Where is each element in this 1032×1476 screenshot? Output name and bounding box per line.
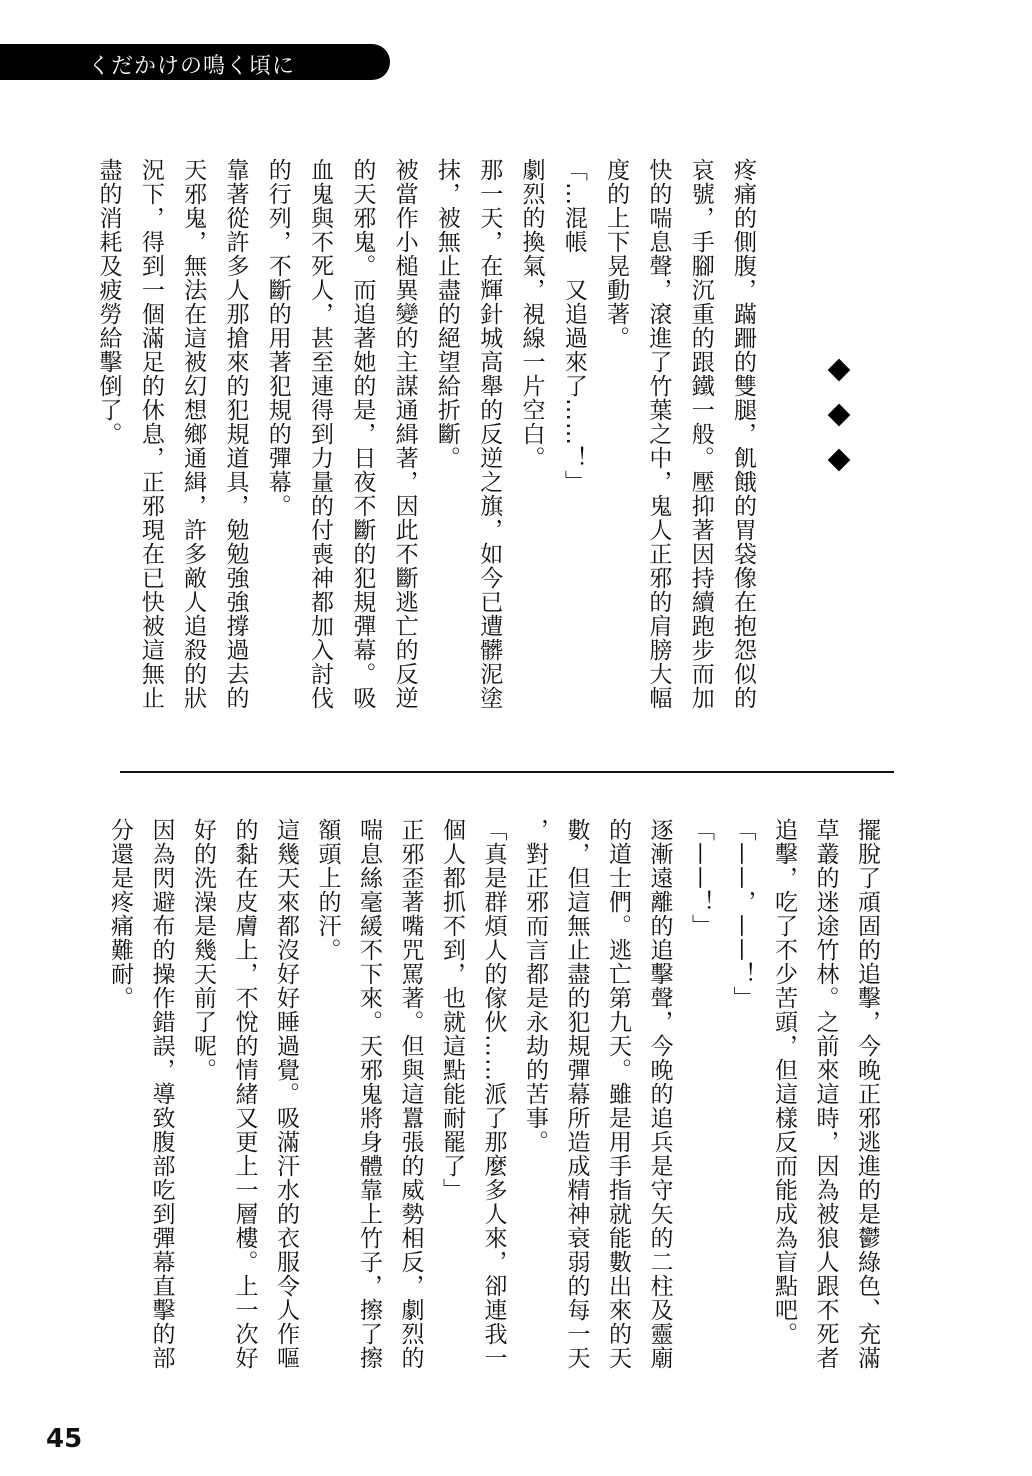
text-column: 分還是疼痛難耐。 — [107, 818, 133, 1010]
text-column: 「真是群煩人的傢伙……派了那麼多人來，卻連我一 — [480, 818, 507, 1370]
text-column: 抹，被無止盡的絕望給折斷。 — [433, 158, 460, 470]
text-column: 快的喘息聲，滾進了竹葉之中，鬼人正邪的肩膀大幅 — [645, 158, 672, 710]
section-break-diamonds — [831, 362, 847, 497]
running-header — [0, 44, 390, 80]
text-column: 喘息絲毫緩不下來。天邪鬼將身體靠上竹子，擦了擦 — [356, 818, 382, 1370]
bottom-text-block — [99, 818, 888, 1408]
text-column: 度的上下晃動著。 — [603, 158, 630, 350]
text-column: 被當作小槌異變的主謀通緝著，因此不斷逃亡的反逆 — [391, 158, 418, 710]
text-column: 疼痛的側腹，蹣跚的雙腿，飢餓的胃袋像在抱怨似的 — [730, 158, 756, 710]
text-column: 正邪歪著嘴咒罵著。但與這囂張的威勢相反，劇烈的 — [397, 818, 424, 1370]
text-column: 劇烈的換氣，視線一片空白。 — [518, 158, 545, 470]
text-column: 因為閃避布的操作錯誤，導致腹部吃到彈幕直擊的部 — [148, 818, 175, 1370]
text-column: 靠著從許多人那搶來的犯規道具，勉勉強強撐過去的 — [222, 158, 249, 710]
text-column: 血鬼與不死人，甚至連得到力量的付喪神都加入討伐 — [307, 158, 334, 710]
text-column: 天邪鬼，無法在這被幻想鄉通緝，許多敵人追殺的狀 — [180, 158, 207, 710]
top-text-block — [87, 158, 764, 748]
text-column: 的天邪鬼。而追著她的是，日夜不斷的犯規彈幕。吸 — [349, 158, 376, 710]
book-title: くだかけの鳴く頃に — [88, 54, 296, 79]
text-column: 追擊，吃了不少苦頭，但這樣反而能成為盲點吧。 — [771, 818, 797, 1346]
diamond-icon — [828, 359, 851, 382]
text-column: 況下，得到一個滿足的休息，正邪現在已快被這無止 — [137, 158, 164, 710]
diamond-icon — [828, 449, 851, 472]
text-column: 「——，——！」 — [729, 818, 756, 1010]
text-column: ，對正邪而言都是永劫的苦事。 — [522, 818, 548, 1154]
text-column: 盡的消耗及疲勞給擊倒了。 — [95, 158, 122, 446]
text-column: 那一天，在輝針城高舉的反逆之旗，如今已遭髒泥塗 — [476, 158, 503, 710]
page-number: 45 — [46, 1424, 83, 1454]
text-column: 哀號，手腳沉重的跟鐵一般。壓抑著因持續跑步而加 — [687, 158, 714, 710]
text-column: 好的洗澡是幾天前了呢。 — [190, 818, 216, 1082]
text-column: 的行列，不斷的用著犯規的彈幕。 — [264, 158, 291, 518]
text-column: 草叢的迷途竹林。之前來這時，因為被狼人跟不死者 — [812, 818, 839, 1370]
text-column: 額頭上的汗。 — [314, 818, 341, 962]
text-column: 的道士們。逃亡第九天。雖是用手指就能數出來的天 — [605, 818, 631, 1370]
text-column: 個人都抓不到，也就這點能耐罷了」 — [439, 818, 465, 1202]
text-column: 擺脫了頑固的追擊，今晚正邪逃進的是鬱綠色、充滿 — [854, 818, 880, 1370]
text-column: 「——！」 — [688, 818, 714, 938]
section-divider — [120, 771, 894, 773]
text-column: 逐漸遠離的追擊聲，今晚的追兵是守矢的二柱及靈廟 — [646, 818, 673, 1370]
diamond-icon — [828, 404, 851, 427]
text-column: 的黏在皮膚上，不悅的情緒又更上一層樓。上一次好 — [231, 818, 258, 1370]
text-column: 數，但這無止盡的犯規彈幕所造成精神衰弱的每一天 — [563, 818, 590, 1370]
text-column: 這幾天來都沒好好睡過覺。吸滿汗水的衣服令人作嘔 — [273, 818, 299, 1370]
text-column: 「…混帳 又追過來了……！」 — [560, 158, 587, 494]
